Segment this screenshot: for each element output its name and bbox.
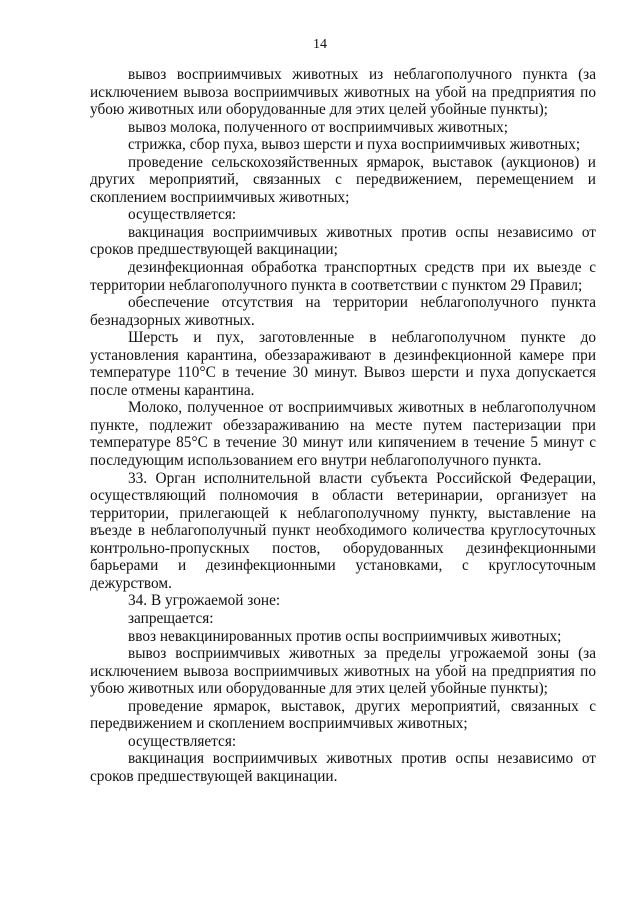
document-body [90,66,596,785]
paragraph: осуществляется: [128,206,237,224]
paragraph: стрижка, сбор пуха, вывоз шерсти и пуха восприимчивых животных; [128,136,581,154]
paragraph: вывоз восприимчивых животных из неблагополучного пункта (за исключением вывоза восприимчивых животных на убой на предприятия по убою животных или оборудованные для этих целей убойные пункты); [90,66,596,119]
paragraph: 34. В угрожаемой зоне: [128,592,281,610]
paragraph: вакцинация восприимчивых животных против оспы независимо от сроков предшествующей вакцинации. [90,750,596,785]
paragraph: проведение сельскохозяйственных ярмарок, выставок (аукционов) и других мероприятий, связанных с передвижением, перемещением и скоплением восприимчивых животных; [90,153,596,206]
page-number: 14 [313,37,327,52]
paragraph: 33. Орган исполнительной власти субъекта Российской Федерации, осуществляющий полномочия в области ветеринарии, организует на территории, прилегающей к неблагополучному пункту, выставление на въезде в неблагополучный пункт необходимого количества круглосуточных контрольно-пропускных постов, оборудованных дезинфекционными барьерами и дезинфекционными установками, с круглосуточным дежурством. [90,469,596,592]
paragraph: вывоз молока, полученного от восприимчивых животных; [128,118,508,136]
paragraph: ввоз невакцинированных против оспы восприимчивых животных; [128,627,562,645]
paragraph: вакцинация восприимчивых животных против оспы независимо от сроков предшествующей вакцинации; [90,223,596,259]
paragraph: проведение ярмарок, выставок, других мероприятий, связанных с передвижением и скоплением восприимчивых животных; [90,697,596,733]
paragraph: вывоз восприимчивых животных за пределы угрожаемой зоны (за исключением вывоза восприимчивых животных на убой на предприятия по убою животных или оборудованные для этих целей убойные пункты); [90,645,596,698]
paragraph: Шерсть и пух, заготовленные в неблагополучном пункте до установления карантина, обеззараживают в дезинфекционной камере при температуре 110°С в течение 30 минут. Вывоз шерсти и пуха допускается после отмены карантина. [90,329,596,399]
paragraph: запрещается: [128,609,214,627]
paragraph: осуществляется: [128,732,237,750]
paragraph: обеспечение отсутствия на территории неблагополучного пункта безнадзорных животных. [90,294,596,329]
paragraph: Молоко, полученное от восприимчивых животных в неблагополучном пункте, подлежит обеззараживанию на месте путем пастеризации при температуре 85°С в течение 30 минут или кипячением в течение 5 минут с последующим использованием его внутри неблагополучного пункта. [90,399,596,470]
paragraph: дезинфекционная обработка транспортных средств при их выезде с территории неблагополучного пункта в соответствии с пунктом 29 Правил; [90,259,596,294]
